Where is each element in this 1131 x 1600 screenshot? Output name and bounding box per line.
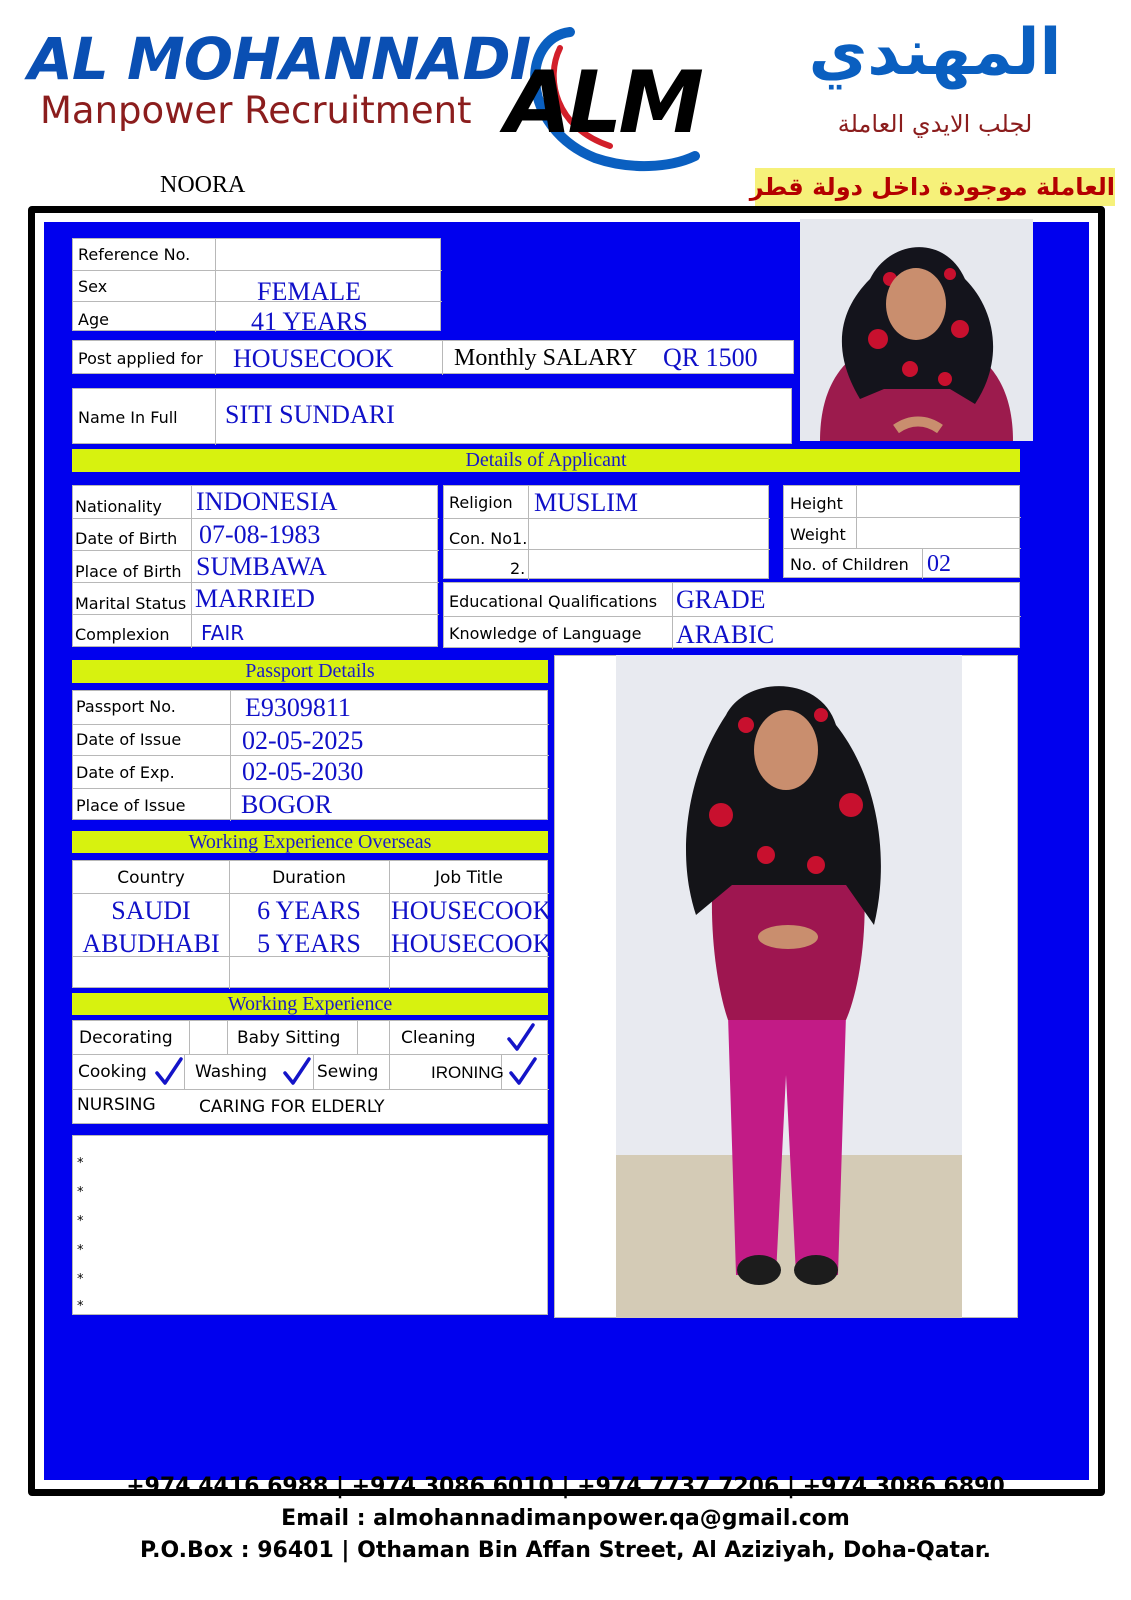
contact2-label: 2. [510, 559, 526, 578]
notes-box [72, 1135, 548, 1315]
overseas-header-duration: Duration [272, 868, 346, 888]
expiry-date-label: Date of Exp. [76, 763, 175, 782]
children-label: No. of Children [790, 555, 909, 574]
issue-place-label: Place of Issue [76, 796, 186, 815]
ironing-check-icon [507, 1057, 537, 1087]
height-label: Height [790, 494, 843, 513]
cleaning-check-icon [505, 1023, 535, 1053]
salary-value: QR 1500 [663, 343, 758, 372]
note-bullet: * [77, 1185, 84, 1200]
marital-label: Marital Status [75, 594, 187, 613]
weight-label: Weight [790, 525, 846, 544]
overseas-row-1-job: HOUSECOOK [391, 896, 552, 925]
language-label: Knowledge of Language [449, 624, 642, 643]
location-note-arabic: العاملة موجودة داخل دولة قطر [755, 168, 1115, 206]
skill-caring-elderly: CARING FOR ELDERLY [199, 1097, 385, 1117]
dob-value: 07-08-1983 [199, 520, 321, 549]
pob-value: SUMBAWA [196, 552, 327, 581]
note-bullet: * [77, 1156, 84, 1171]
nationality-value: INDONESIA [196, 487, 338, 516]
issue-date-value: 02-05-2025 [242, 726, 364, 755]
washing-check-icon [281, 1057, 311, 1087]
overseas-row-1-country: SAUDI [111, 896, 191, 925]
passport-box [72, 690, 548, 820]
cooking-check-icon [153, 1057, 183, 1087]
education-label: Educational Qualifications [449, 592, 658, 611]
sex-label: Sex [78, 277, 108, 296]
education-value: GRADE [676, 585, 766, 614]
brand-name-arabic: المهندي [808, 16, 1062, 90]
salary-label: Monthly SALARY [454, 345, 638, 371]
agent-name: NOORA [160, 172, 246, 198]
name-label: Name In Full [78, 408, 178, 427]
skills-table [72, 1020, 548, 1124]
portrait-photo [800, 219, 1033, 441]
contact1-label: Con. No1. [449, 529, 528, 548]
name-box [72, 388, 792, 444]
note-bullet: * [77, 1243, 84, 1258]
skill-baby-sitting: Baby Sitting [237, 1028, 341, 1048]
personal-box [72, 238, 441, 336]
passport-title: Passport Details [72, 660, 548, 683]
complexion-value: FAIR [201, 621, 245, 645]
complexion-label: Complexion [75, 625, 170, 644]
passport-no-value: E9309811 [245, 693, 351, 722]
age-label: Age [78, 310, 109, 329]
skill-sewing: Sewing [317, 1062, 379, 1082]
brand-name-english: AL MOHANNADI [28, 25, 531, 93]
brand-subtitle-english: Manpower Recruitment [40, 89, 472, 132]
marital-value: MARRIED [195, 584, 315, 613]
religion-value: MUSLIM [534, 488, 639, 517]
post-box [72, 340, 794, 374]
expiry-date-value: 02-05-2030 [242, 757, 364, 786]
language-value: ARABIC [676, 620, 775, 649]
children-value: 02 [927, 551, 951, 577]
overseas-row-2-country: ABUDHABI [82, 929, 220, 958]
footer-address: P.O.Box : 96401 | Othaman Bin Affan Street, Al Aziziyah, Doha-Qatar. [140, 1538, 991, 1563]
issue-place-value: BOGOR [241, 790, 333, 819]
sex-value: FEMALE [257, 277, 361, 306]
note-bullet: * [77, 1299, 84, 1314]
skill-decorating: Decorating [79, 1028, 173, 1048]
skill-washing: Washing [195, 1062, 268, 1082]
note-bullet: * [77, 1214, 84, 1229]
passport-no-label: Passport No. [76, 697, 176, 716]
reference-label: Reference No. [78, 245, 191, 264]
nationality-label: Nationality [75, 497, 162, 516]
skill-ironing: IRONING [431, 1063, 504, 1082]
footer-phones: +974 4416 6988 | +974 3086 6010 | +974 7737 7206 | +974 3086 6890 [126, 1474, 1005, 1499]
overseas-title: Working Experience Overseas [72, 831, 548, 853]
overseas-table [72, 860, 552, 988]
overseas-row-2-job: HOUSECOOK [391, 929, 552, 958]
overseas-header-job: Job Title [434, 868, 504, 888]
note-bullet: * [77, 1272, 84, 1287]
details-title: Details of Applicant [72, 449, 1020, 472]
skill-cooking: Cooking [78, 1062, 147, 1082]
post-label: Post applied for [78, 349, 203, 368]
details-right-box [783, 485, 1020, 578]
overseas-row-2-duration: 5 YEARS [257, 929, 361, 958]
skill-nursing: NURSING [77, 1095, 156, 1115]
brand-subtitle-arabic: لجلب الايدي العاملة [837, 110, 1033, 138]
details-left-box [72, 485, 438, 647]
details-middle-box [443, 485, 769, 579]
alm-logo-text: ALM [505, 53, 700, 153]
skill-cleaning: Cleaning [401, 1028, 476, 1048]
post-value: HOUSECOOK [233, 344, 394, 373]
overseas-row-1-duration: 6 YEARS [257, 896, 361, 925]
footer-email[interactable]: Email : almohannadimanpower.qa@gmail.com [281, 1506, 850, 1531]
religion-label: Religion [449, 493, 513, 512]
overseas-header-country: Country [117, 868, 185, 888]
full-body-photo [616, 655, 962, 1318]
pob-label: Place of Birth [75, 562, 182, 581]
skills-title: Working Experience [72, 993, 548, 1015]
dob-label: Date of Birth [75, 529, 178, 548]
issue-date-label: Date of Issue [76, 730, 182, 749]
name-value: SITI SUNDARI [225, 400, 395, 429]
education-box [443, 582, 1020, 648]
age-value: 41 YEARS [251, 307, 368, 336]
